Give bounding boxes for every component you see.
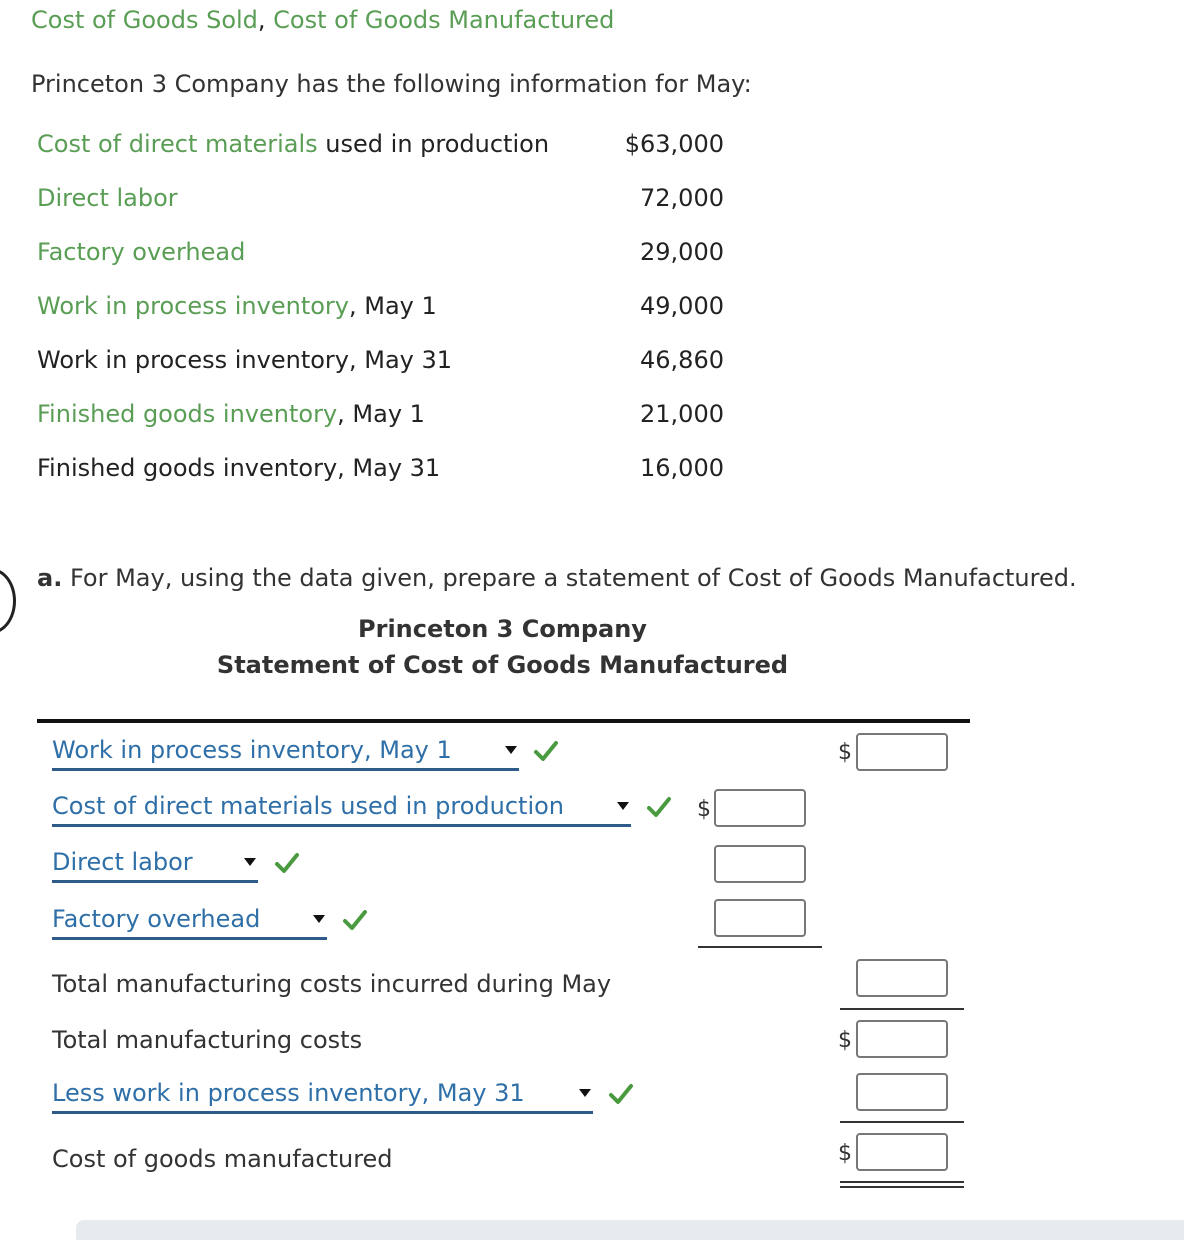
info-value: 46,860 bbox=[640, 346, 724, 374]
info-term: Direct labor bbox=[37, 184, 178, 212]
info-value: 49,000 bbox=[640, 292, 724, 320]
page-title bbox=[31, 6, 614, 34]
title-link-cogs: Cost of Goods Sold bbox=[31, 6, 258, 34]
cogm-input[interactable] bbox=[856, 1133, 948, 1171]
dropdown-arrow-icon bbox=[505, 746, 517, 754]
total-incurred-rule bbox=[840, 1008, 964, 1010]
direct-labor-dropdown[interactable] bbox=[52, 848, 258, 883]
dropdown-arrow-icon bbox=[244, 858, 256, 866]
check-icon bbox=[646, 794, 672, 820]
less-wip-rule bbox=[840, 1121, 964, 1123]
info-value: $63,000 bbox=[624, 130, 724, 158]
info-row bbox=[37, 130, 727, 164]
check-icon bbox=[274, 850, 300, 876]
check-icon bbox=[533, 738, 559, 764]
check-icon bbox=[608, 1081, 634, 1107]
direct-labor-input[interactable] bbox=[714, 845, 806, 883]
info-row bbox=[37, 346, 727, 380]
factory-overhead-input[interactable] bbox=[714, 899, 806, 937]
dropdown-label: Work in process inventory, May 1 bbox=[52, 736, 452, 764]
info-label: , May 1 bbox=[349, 292, 437, 320]
info-term: Factory overhead bbox=[37, 238, 246, 266]
less-wip-may31-input[interactable] bbox=[856, 1073, 948, 1111]
info-value: 16,000 bbox=[640, 454, 724, 482]
factory-overhead-dropdown[interactable] bbox=[52, 905, 327, 940]
total-incurred-input[interactable] bbox=[856, 959, 948, 997]
part-text: For May, using the data given, prepare a statement of Cost of Goods Manufactured. bbox=[62, 564, 1077, 592]
info-value: 21,000 bbox=[640, 400, 724, 428]
wip-may1-dropdown[interactable] bbox=[52, 736, 519, 771]
intro-text: Princeton 3 Company has the following information for May: bbox=[31, 70, 752, 98]
subtotal-rule bbox=[698, 946, 822, 948]
info-row bbox=[37, 400, 727, 434]
title-separator: , bbox=[257, 6, 274, 34]
dropdown-label: Cost of direct materials used in production bbox=[52, 792, 565, 820]
cogm-label: Cost of goods manufactured bbox=[52, 1145, 393, 1173]
info-row bbox=[37, 292, 727, 326]
info-value: 72,000 bbox=[640, 184, 724, 212]
dropdown-arrow-icon bbox=[617, 802, 629, 810]
dropdown-arrow-icon bbox=[313, 915, 325, 923]
total-costs-input[interactable] bbox=[856, 1020, 948, 1058]
dropdown-label: Less work in process inventory, May 31 bbox=[52, 1079, 525, 1107]
info-term: Finished goods inventory bbox=[37, 400, 338, 428]
dropdown-arrow-icon bbox=[579, 1089, 591, 1097]
double-rule-top bbox=[840, 1181, 964, 1183]
less-wip-may31-dropdown[interactable] bbox=[52, 1079, 593, 1114]
dollar-sign: $ bbox=[838, 740, 852, 765]
wip-may1-input[interactable] bbox=[856, 733, 948, 771]
check-icon bbox=[342, 907, 368, 933]
info-row bbox=[37, 238, 727, 272]
part-a-instruction bbox=[37, 564, 1077, 592]
part-letter: a. bbox=[37, 564, 63, 592]
info-label: Finished goods inventory, May 31 bbox=[37, 454, 441, 482]
info-row bbox=[37, 184, 727, 218]
total-costs-label: Total manufacturing costs bbox=[52, 1026, 363, 1054]
info-term: Work in process inventory bbox=[37, 292, 349, 320]
direct-materials-input[interactable] bbox=[714, 789, 806, 827]
info-row bbox=[37, 454, 727, 488]
direct-materials-dropdown[interactable] bbox=[52, 792, 631, 827]
total-incurred-label: Total manufacturing costs incurred during May bbox=[52, 970, 612, 998]
dropdown-label: Factory overhead bbox=[52, 905, 261, 933]
info-value: 29,000 bbox=[640, 238, 724, 266]
info-label: used in production bbox=[317, 130, 550, 158]
dropdown-label: Direct labor bbox=[52, 848, 193, 876]
statement-company: Princeton 3 Company bbox=[358, 615, 647, 643]
bottom-panel-edge bbox=[76, 1220, 1184, 1240]
info-label: , May 1 bbox=[337, 400, 425, 428]
dollar-sign: $ bbox=[838, 1028, 852, 1053]
dollar-sign: $ bbox=[838, 1141, 852, 1166]
double-rule-bottom bbox=[840, 1186, 964, 1188]
info-term: Cost of direct materials bbox=[37, 130, 318, 158]
info-label: Work in process inventory, May 31 bbox=[37, 346, 453, 374]
statement-top-rule bbox=[37, 719, 970, 723]
statement-name: Statement of Cost of Goods Manufactured bbox=[216, 651, 789, 679]
dollar-sign: $ bbox=[697, 797, 711, 822]
title-link-cogm: Cost of Goods Manufactured bbox=[273, 6, 615, 34]
